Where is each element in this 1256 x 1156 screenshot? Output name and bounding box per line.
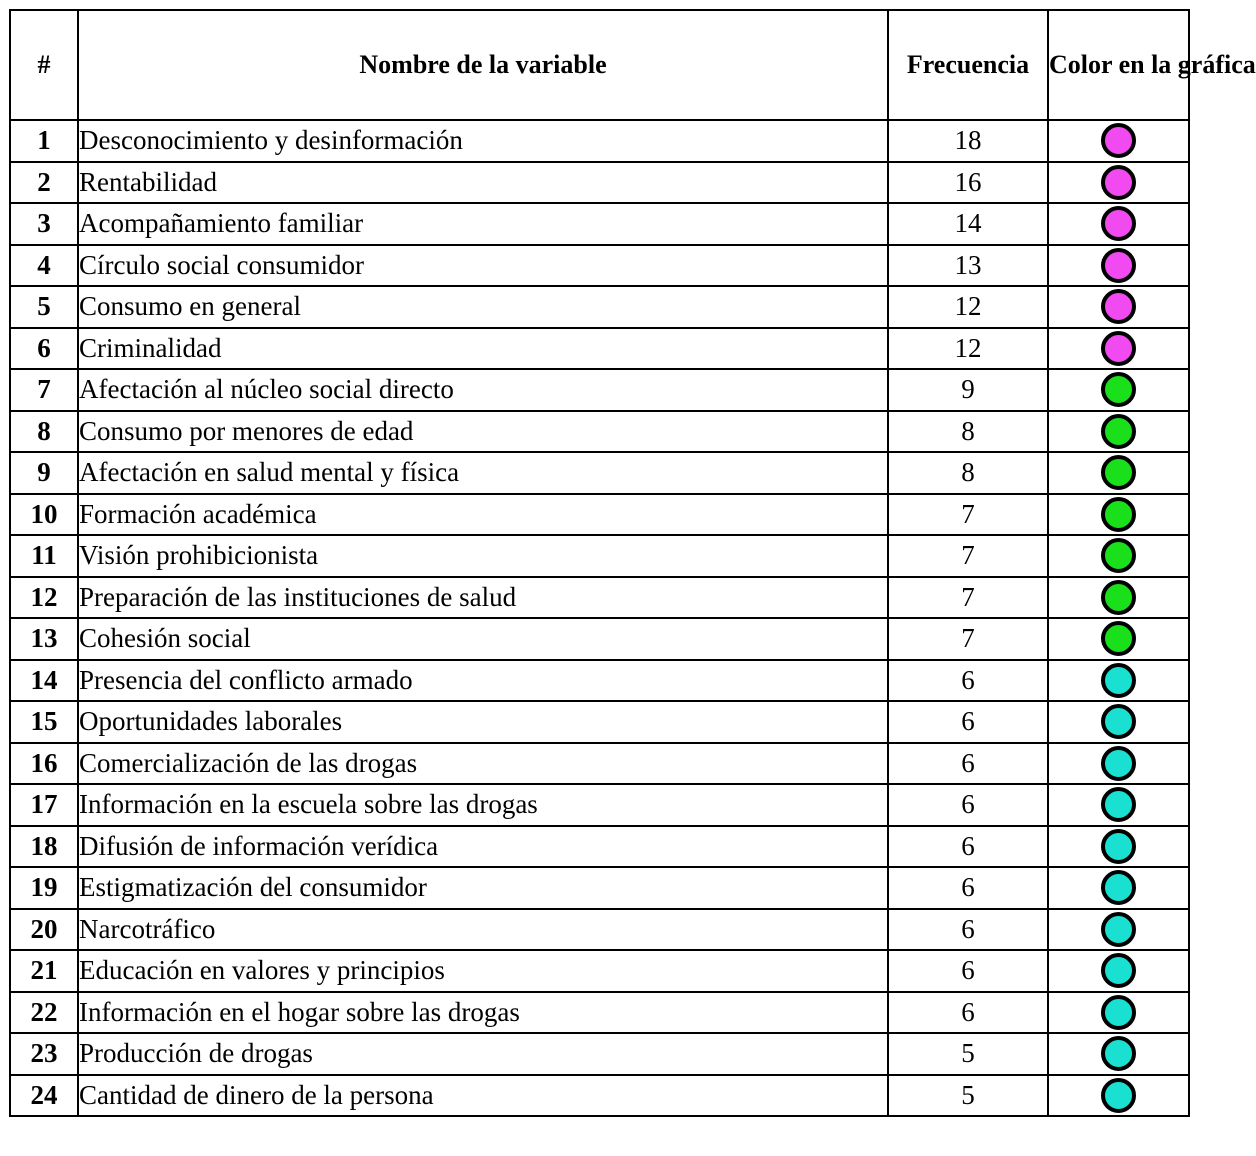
table-row [10,743,1189,785]
row-variable-name: Estigmatización del consumidor [78,867,888,909]
cyan-circle-icon [1101,829,1136,864]
row-variable-name: Rentabilidad [78,162,888,204]
row-color-cell [1048,701,1189,743]
header-number: # [10,10,78,120]
row-variable-name: Desconocimiento y desinformación [78,120,888,162]
row-color-cell [1048,950,1189,992]
cyan-circle-icon [1101,663,1136,698]
cyan-circle-icon [1101,704,1136,739]
green-circle-icon [1101,372,1136,407]
green-circle-icon [1101,414,1136,449]
row-number: 24 [10,1075,78,1117]
row-variable-name: Consumo por menores de edad [78,411,888,453]
table-row [10,535,1189,577]
table-row [10,1075,1189,1117]
pink-circle-icon [1101,123,1136,158]
table-row [10,909,1189,951]
row-variable-name: Acompañamiento familiar [78,203,888,245]
row-frequency: 6 [888,826,1048,868]
row-variable-name: Criminalidad [78,328,888,370]
row-variable-name: Comercialización de las drogas [78,743,888,785]
row-number: 12 [10,577,78,619]
row-number: 13 [10,618,78,660]
row-variable-name: Visión prohibicionista [78,535,888,577]
row-variable-name: Afectación en salud mental y física [78,452,888,494]
table-row [10,1033,1189,1075]
row-color-cell [1048,618,1189,660]
row-color-cell [1048,867,1189,909]
table-row [10,826,1189,868]
row-number: 15 [10,701,78,743]
row-number: 8 [10,411,78,453]
table-row [10,701,1189,743]
row-color-cell [1048,1075,1189,1117]
green-circle-icon [1101,497,1136,532]
row-number: 2 [10,162,78,204]
row-variable-name: Afectación al núcleo social directo [78,369,888,411]
row-number: 6 [10,328,78,370]
row-frequency: 7 [888,577,1048,619]
row-frequency: 9 [888,369,1048,411]
row-color-cell [1048,909,1189,951]
row-number: 20 [10,909,78,951]
row-variable-name: Educación en valores y principios [78,950,888,992]
row-frequency: 6 [888,743,1048,785]
table-row [10,369,1189,411]
row-frequency: 12 [888,328,1048,370]
cyan-circle-icon [1101,1078,1136,1113]
pink-circle-icon [1101,331,1136,366]
row-color-cell [1048,162,1189,204]
row-frequency: 6 [888,909,1048,951]
row-variable-name: Difusión de información verídica [78,826,888,868]
row-frequency: 5 [888,1033,1048,1075]
row-frequency: 5 [888,1075,1048,1117]
row-color-cell [1048,784,1189,826]
table-row [10,286,1189,328]
table-row [10,245,1189,287]
row-color-cell [1048,369,1189,411]
row-color-cell [1048,826,1189,868]
row-color-cell [1048,411,1189,453]
cyan-circle-icon [1101,953,1136,988]
row-number: 11 [10,535,78,577]
table-row [10,494,1189,536]
table-row [10,452,1189,494]
row-number: 7 [10,369,78,411]
row-variable-name: Consumo en general [78,286,888,328]
row-number: 14 [10,660,78,702]
header-frequency: Frecuencia [888,10,1048,120]
row-number: 22 [10,992,78,1034]
row-color-cell [1048,328,1189,370]
header-variable-name: Nombre de la variable [78,10,888,120]
table-row [10,950,1189,992]
pink-circle-icon [1101,206,1136,241]
row-color-cell [1048,203,1189,245]
row-number: 16 [10,743,78,785]
cyan-circle-icon [1101,912,1136,947]
table-row [10,162,1189,204]
table-row [10,660,1189,702]
row-frequency: 13 [888,245,1048,287]
header-row [10,10,1189,120]
row-number: 10 [10,494,78,536]
row-variable-name: Presencia del conflicto armado [78,660,888,702]
row-number: 19 [10,867,78,909]
green-circle-icon [1101,580,1136,615]
row-number: 9 [10,452,78,494]
variables-table [9,9,1256,1117]
table-row [10,577,1189,619]
row-number: 18 [10,826,78,868]
row-frequency: 12 [888,286,1048,328]
row-variable-name: Cantidad de dinero de la persona [78,1075,888,1117]
row-color-cell [1048,577,1189,619]
row-variable-name: Información en el hogar sobre las drogas [78,992,888,1034]
table-row [10,618,1189,660]
row-number: 17 [10,784,78,826]
row-frequency: 6 [888,701,1048,743]
table-row [10,328,1189,370]
row-variable-name: Cohesión social [78,618,888,660]
row-frequency: 6 [888,784,1048,826]
table-row [10,867,1189,909]
row-variable-name: Formación académica [78,494,888,536]
pink-circle-icon [1101,165,1136,200]
row-number: 4 [10,245,78,287]
row-variable-name: Oportunidades laborales [78,701,888,743]
cyan-circle-icon [1101,870,1136,905]
pink-circle-icon [1101,289,1136,324]
row-frequency: 6 [888,950,1048,992]
green-circle-icon [1101,455,1136,490]
table-body [10,120,1189,1116]
table-row [10,411,1189,453]
row-color-cell [1048,245,1189,287]
row-frequency: 7 [888,535,1048,577]
row-frequency: 14 [888,203,1048,245]
row-color-cell [1048,286,1189,328]
row-number: 23 [10,1033,78,1075]
row-color-cell [1048,120,1189,162]
row-variable-name: Preparación de las instituciones de salud [78,577,888,619]
row-frequency: 8 [888,411,1048,453]
row-number: 21 [10,950,78,992]
row-frequency: 7 [888,494,1048,536]
green-circle-icon [1101,621,1136,656]
row-frequency: 7 [888,618,1048,660]
row-color-cell [1048,494,1189,536]
table-row [10,120,1189,162]
row-frequency: 16 [888,162,1048,204]
header-chart-color: Color en la gráfica [1048,10,1189,120]
row-number: 1 [10,120,78,162]
row-color-cell [1048,743,1189,785]
row-color-cell [1048,992,1189,1034]
green-circle-icon [1101,538,1136,573]
row-color-cell [1048,452,1189,494]
table-row [10,784,1189,826]
row-number: 3 [10,203,78,245]
cyan-circle-icon [1101,787,1136,822]
row-color-cell [1048,535,1189,577]
row-variable-name: Narcotráfico [78,909,888,951]
row-number: 5 [10,286,78,328]
row-variable-name: Producción de drogas [78,1033,888,1075]
cyan-circle-icon [1101,995,1136,1030]
row-frequency: 6 [888,660,1048,702]
table-row [10,203,1189,245]
row-frequency: 6 [888,867,1048,909]
row-frequency: 8 [888,452,1048,494]
row-frequency: 18 [888,120,1048,162]
table-row [10,992,1189,1034]
row-color-cell [1048,1033,1189,1075]
cyan-circle-icon [1101,746,1136,781]
row-variable-name: Información en la escuela sobre las drogas [78,784,888,826]
row-color-cell [1048,660,1189,702]
row-variable-name: Círculo social consumidor [78,245,888,287]
pink-circle-icon [1101,248,1136,283]
row-frequency: 6 [888,992,1048,1034]
cyan-circle-icon [1101,1036,1136,1071]
